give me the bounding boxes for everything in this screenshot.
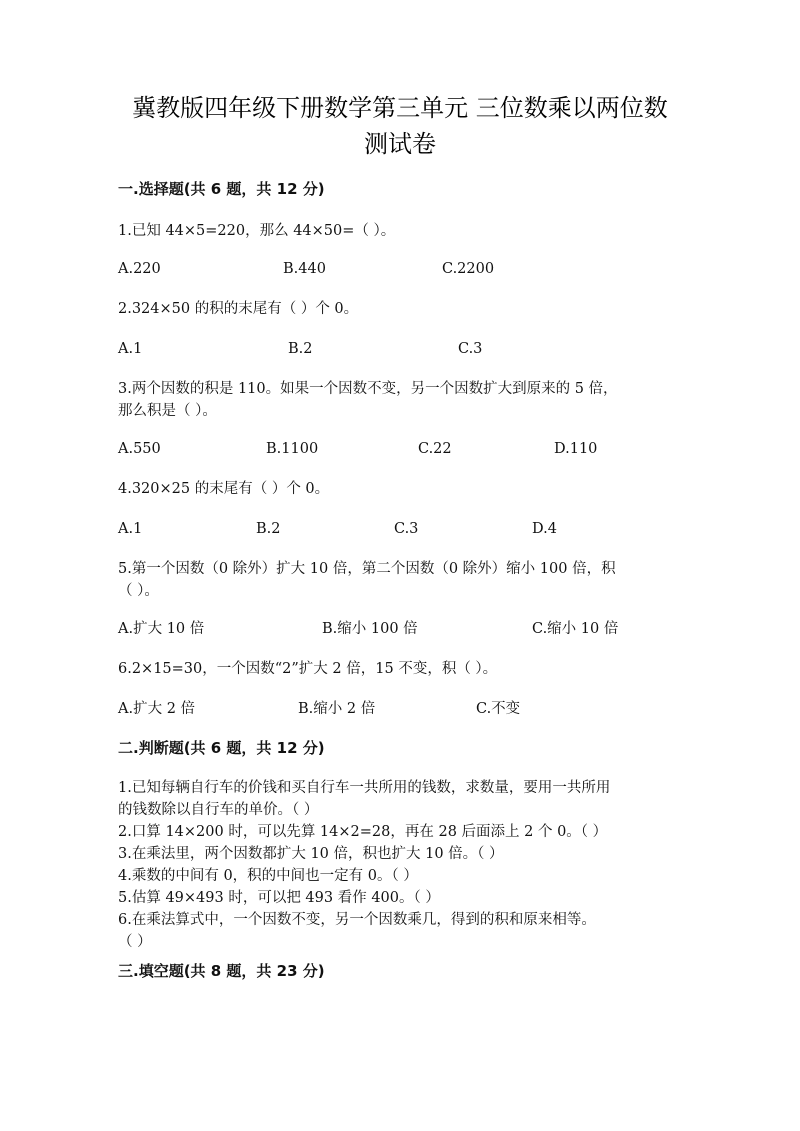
option-4d: D.4 (532, 521, 557, 537)
judge-item-6-line1: 6.在乘法算式中，一个因数不变，另一个因数乘几，得到的积和原来相等。 (118, 912, 596, 928)
page-title-line2: 测试卷 (364, 130, 436, 158)
question-1: 1.已知 44×5=220，那么 44×50=（ ）。 (118, 223, 396, 239)
option-6b: B.缩小 2 倍 (298, 701, 376, 717)
question-5-line1: 5.第一个因数（0 除外）扩大 10 倍，第二个因数（0 除外）缩小 100 倍，积 (118, 561, 616, 577)
question-3-line1: 3.两个因数的积是 110。如果一个因数不变，另一个因数扩大到原来的 5 倍， (118, 381, 618, 397)
option-1b: B.440 (283, 261, 326, 277)
question-2: 2.324×50 的积的末尾有（ ）个 0。 (118, 301, 359, 317)
option-2c: C.3 (458, 341, 483, 357)
question-4: 4.320×25 的末尾有（ ）个 0。 (118, 481, 330, 497)
judge-item-1-line2: 的钱数除以自行车的单价。（ ） (118, 802, 319, 818)
section-heading-choice: 一.选择题(共 6 题，共 12 分) (118, 180, 325, 198)
option-2a: A.1 (118, 341, 143, 357)
question-3-line2: 那么积是（ ）。 (118, 403, 217, 419)
judge-item-4: 4.乘数的中间有 0，积的中间也一定有 0。（ ） (118, 868, 418, 884)
option-5c: C.缩小 10 倍 (532, 621, 619, 637)
option-3c: C.22 (418, 441, 452, 457)
section-heading-fill: 三.填空题(共 8 题，共 23 分) (118, 962, 325, 980)
option-6c: C.不变 (476, 701, 521, 717)
option-1c: C.2200 (442, 261, 495, 277)
question-6: 6.2×15=30，一个因数“2”扩大 2 倍，15 不变，积（ ）。 (118, 661, 498, 677)
judge-item-3: 3.在乘法里，两个因数都扩大 10 倍，积也扩大 10 倍。（ ） (118, 846, 504, 862)
option-3b: B.1100 (266, 441, 319, 457)
page-title-line1: 冀教版四年级下册数学第三单元 三位数乘以两位数 (132, 94, 668, 122)
judge-item-6-line2: （ ） (118, 934, 152, 950)
judge-item-2: 2.口算 14×200 时，可以先算 14×2=28，再在 28 后面添上 2 个 0。（ ） (118, 824, 608, 840)
option-2b: B.2 (288, 341, 313, 357)
option-6a: A.扩大 2 倍 (118, 701, 196, 717)
option-4b: B.2 (256, 521, 281, 537)
option-4c: C.3 (394, 521, 419, 537)
option-4a: A.1 (118, 521, 143, 537)
section-heading-judge: 二.判断题(共 6 题，共 12 分) (118, 739, 325, 757)
option-5a: A.扩大 10 倍 (118, 621, 205, 637)
question-5-line2: （ ）。 (118, 583, 159, 599)
option-1a: A.220 (118, 261, 161, 277)
option-3d: D.110 (554, 441, 598, 457)
judge-item-5: 5.估算 49×493 时，可以把 493 看作 400。（ ） (118, 890, 440, 906)
option-3a: A.550 (118, 441, 161, 457)
option-5b: B.缩小 100 倍 (322, 621, 418, 637)
judge-item-1-line1: 1.已知每辆自行车的价钱和买自行车一共所用的钱数，求数量，要用一共所用 (118, 780, 611, 796)
